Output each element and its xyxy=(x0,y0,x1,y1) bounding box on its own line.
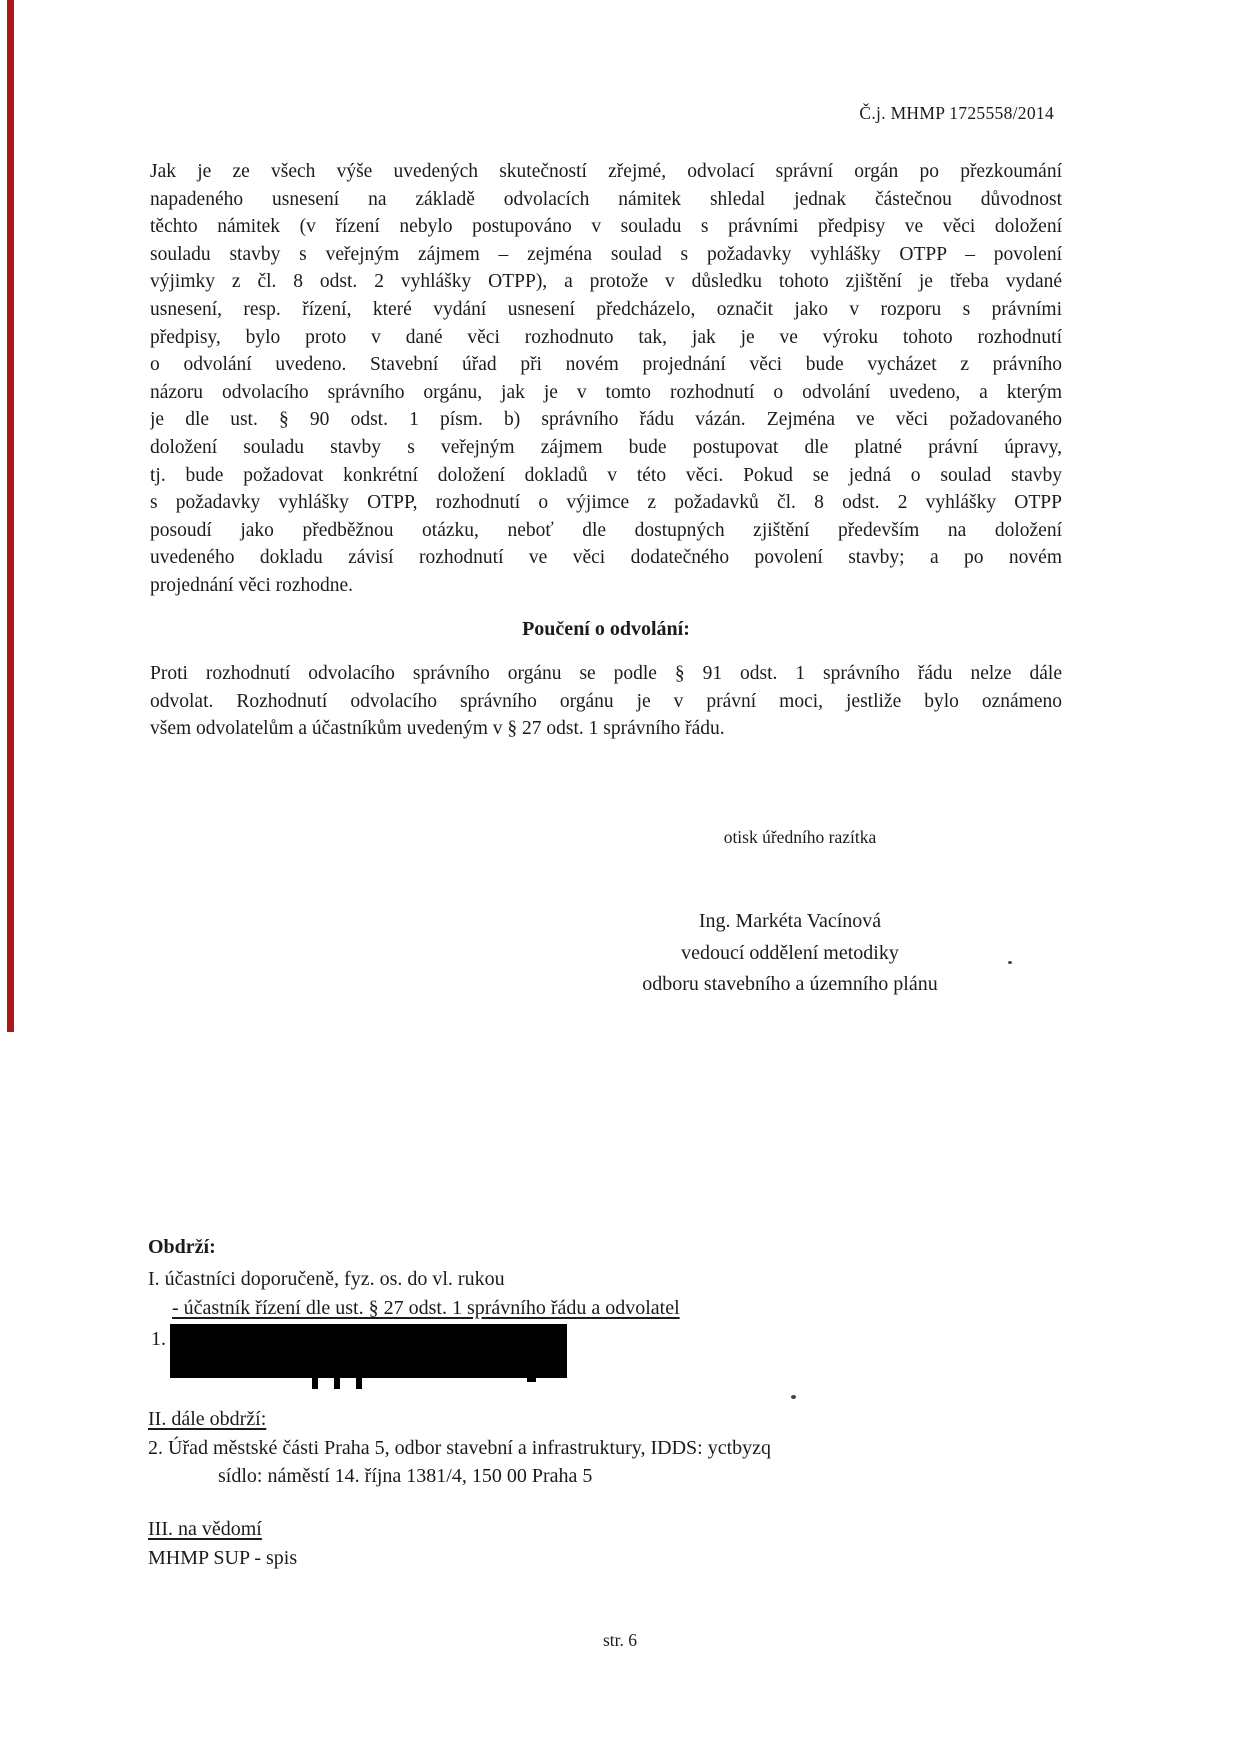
appeal-notice-paragraph xyxy=(150,660,1062,743)
signatory-title-line-2: odboru stavebního a územního plánu xyxy=(642,973,938,995)
signature-block xyxy=(440,906,1140,1001)
scan-speck xyxy=(791,1395,796,1399)
main-paragraph xyxy=(150,158,1062,600)
body-line: názoru odvolacího správního orgánu, jak je v tomto rozhodnutí o odvolání uvedeno, a kterým xyxy=(150,381,1062,403)
body-line: těchto námitek (v řízení nebylo postupováno v souladu s právními předpisy ve věci doložení xyxy=(150,216,1062,238)
body-line: odvolat. Rozhodnutí odvolacího správního orgánu je v právní moci, jestliže bylo oznámeno xyxy=(150,690,1062,712)
distribution-section-1-line: I. účastníci doporučeně, fyz. os. do vl. rukou xyxy=(148,1268,505,1290)
signatory-name: Ing. Markéta Vacínová xyxy=(698,910,882,932)
distribution-section-3-item: MHMP SUP - spis xyxy=(148,1547,298,1569)
redaction-box xyxy=(170,1324,567,1378)
body-line: všem odvolatelům a účastníkům uvedeným v § 27 odst. 1 správního řádu. xyxy=(150,718,725,740)
distribution-item-2: 2. Úřad městské části Praha 5, odbor stavební a infrastruktury, IDDS: yctbyzq xyxy=(148,1437,771,1459)
body-line: o odvolání uvedeno. Stavební úřad při novém projednání věci bude vycházet z právního xyxy=(150,354,1062,376)
body-line: posoudí jako předběžnou otázku, neboť dle dostupných zjištění především na doložení xyxy=(150,519,1062,541)
body-line: Jak je ze všech výše uvedených skutečností zřejmé, odvolací správní orgán po přezkoumání xyxy=(150,161,1062,182)
official-stamp-note: otisk úředního razítka xyxy=(723,827,877,847)
body-line: Proti rozhodnutí odvolacího správního orgánu se podle § 91 odst. 1 správního řádu nelze dále xyxy=(150,663,1062,684)
ink-bleed-mark xyxy=(356,1378,362,1389)
body-line: projednání věci rozhodne. xyxy=(150,574,354,596)
body-line: souladu stavby s veřejným zájmem – zejména soulad s požadavky vyhlášky OTPP – povolení xyxy=(150,243,1062,265)
ink-bleed-mark xyxy=(312,1378,318,1389)
body-line: doložení souladu stavby s veřejným zájmem bude postupovat dle platné právní úpravy, xyxy=(150,436,1062,458)
body-line: usnesení, resp. řízení, které vydání usnesení předcházelo, označit jako v rozporu s právními xyxy=(150,298,1062,320)
page-number: str. 6 xyxy=(602,1630,638,1650)
ink-bleed-mark xyxy=(334,1378,340,1389)
body-line: napadeného usnesení na základě odvolacích námitek shledal jednak částečnou důvodnost xyxy=(150,188,1062,210)
reference-number: Č.j. MHMP 1725558/2014 xyxy=(859,103,1054,123)
distribution-section-1-subline: - účastník řízení dle ust. § 27 odst. 1 správního řádu a odvolatel xyxy=(172,1297,680,1319)
ink-bleed-mark xyxy=(527,1378,536,1382)
signatory-title-line-1: vedoucí oddělení metodiky xyxy=(681,941,899,964)
body-line: uvedeného dokladu závisí rozhodnutí ve věci dodatečného povolení stavby; a po novém xyxy=(150,547,1062,569)
appeal-notice-heading: Poučení o odvolání: xyxy=(522,618,690,640)
body-line: tj. bude požadovat konkrétní doložení dokladů v této věci. Pokud se jedná o soulad stavby xyxy=(150,464,1062,486)
body-line: předpisy, bylo proto v dané věci rozhodnuto tak, jak je ve výroku tohoto rozhodnutí xyxy=(150,326,1062,348)
distribution-section-3-heading: III. na vědomí xyxy=(148,1518,262,1540)
body-line: je dle ust. § 90 odst. 1 písm. b) správního řádu vázán. Zejména ve věci požadovaného xyxy=(150,409,1062,431)
body-line: s požadavky vyhlášky OTPP, rozhodnutí o výjimce z požadavků čl. 8 odst. 2 vyhlášky OTPP xyxy=(150,492,1062,514)
scan-speck xyxy=(1008,961,1012,964)
item-1-number: 1. xyxy=(151,1328,166,1350)
distribution-item-2-address: sídlo: náměstí 14. října 1381/4, 150 00 Praha 5 xyxy=(218,1465,593,1487)
body-line: výjimky z čl. 8 odst. 2 vyhlášky OTPP), a protože v důsledku tohoto zjištění je třeba vydané xyxy=(150,271,1062,293)
scan-artifact-stripe xyxy=(7,0,14,1032)
distribution-heading: Obdrží: xyxy=(148,1236,216,1258)
distribution-section-2-heading: II. dále obdrží: xyxy=(148,1408,267,1430)
